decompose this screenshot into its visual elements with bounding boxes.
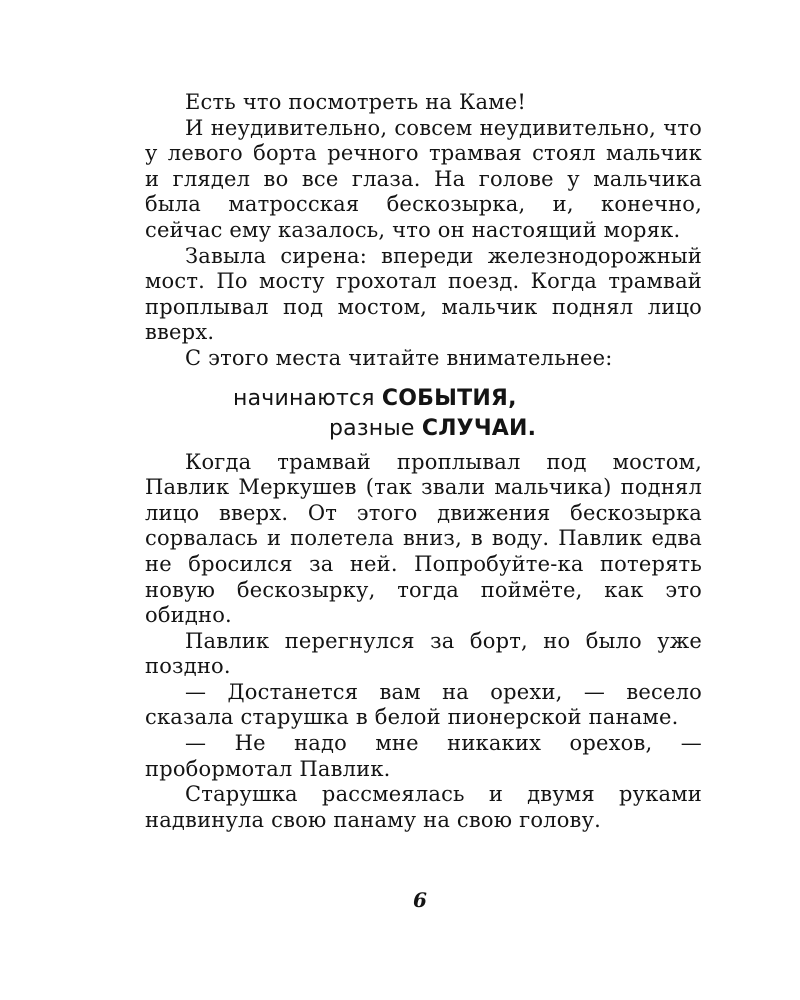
- paragraph: — Не надо мне никаких орехов, — пробормотал Павлик.: [145, 731, 702, 781]
- paragraph: Есть что посмотреть на Каме!: [185, 90, 526, 114]
- page-number: 6: [413, 888, 427, 912]
- body-text: [145, 90, 702, 833]
- paragraph: Когда трамвай проплывал под мостом, Павлик Меркушев (так звали мальчика) поднял лицо вверх. От этого движения бескозырка сорвалась и полетела вниз, в воду. Павлик едва не бросился за ней. Попробуйте-ка потерять новую бескозырку, тогда поймёте, как это обидно.: [145, 449, 702, 628]
- section-heading: [145, 384, 702, 444]
- heading-line-2-prefix: разные: [329, 415, 415, 441]
- paragraph: Старушка рассмеялась и двумя руками надвинула свою панаму на свою голову.: [145, 782, 702, 832]
- paragraph: — Достанется вам на орехи, — весело сказала старушка в белой пионерской панаме.: [145, 679, 702, 730]
- heading-line-2-caps: СЛУЧАИ.: [421, 415, 537, 441]
- heading-line-1-prefix: начинаются: [233, 385, 375, 411]
- heading-line-2: [145, 414, 702, 444]
- paragraph: С этого места читайте внимательнее:: [185, 345, 613, 370]
- paragraph: Павлик перегнулся за борт, но было уже поздно.: [145, 628, 702, 679]
- paragraph: Завыла сирена: впереди железнодорожный мост. По мосту грохотал поезд. Когда трамвай проплывал под мостом, мальчик поднял лицо вверх.: [145, 243, 702, 345]
- heading-line-1-caps: СОБЫТИЯ,: [381, 385, 517, 411]
- paragraph: И неудивительно, совсем неудивительно, что у левого борта речного трамвая стоял мальчик и глядел во все глаза. На голове у мальчика была матросская бескозырка, и, конечно, сейчас ему казалось, что он настоящий моряк.: [145, 115, 702, 242]
- heading-line-1: [145, 384, 702, 414]
